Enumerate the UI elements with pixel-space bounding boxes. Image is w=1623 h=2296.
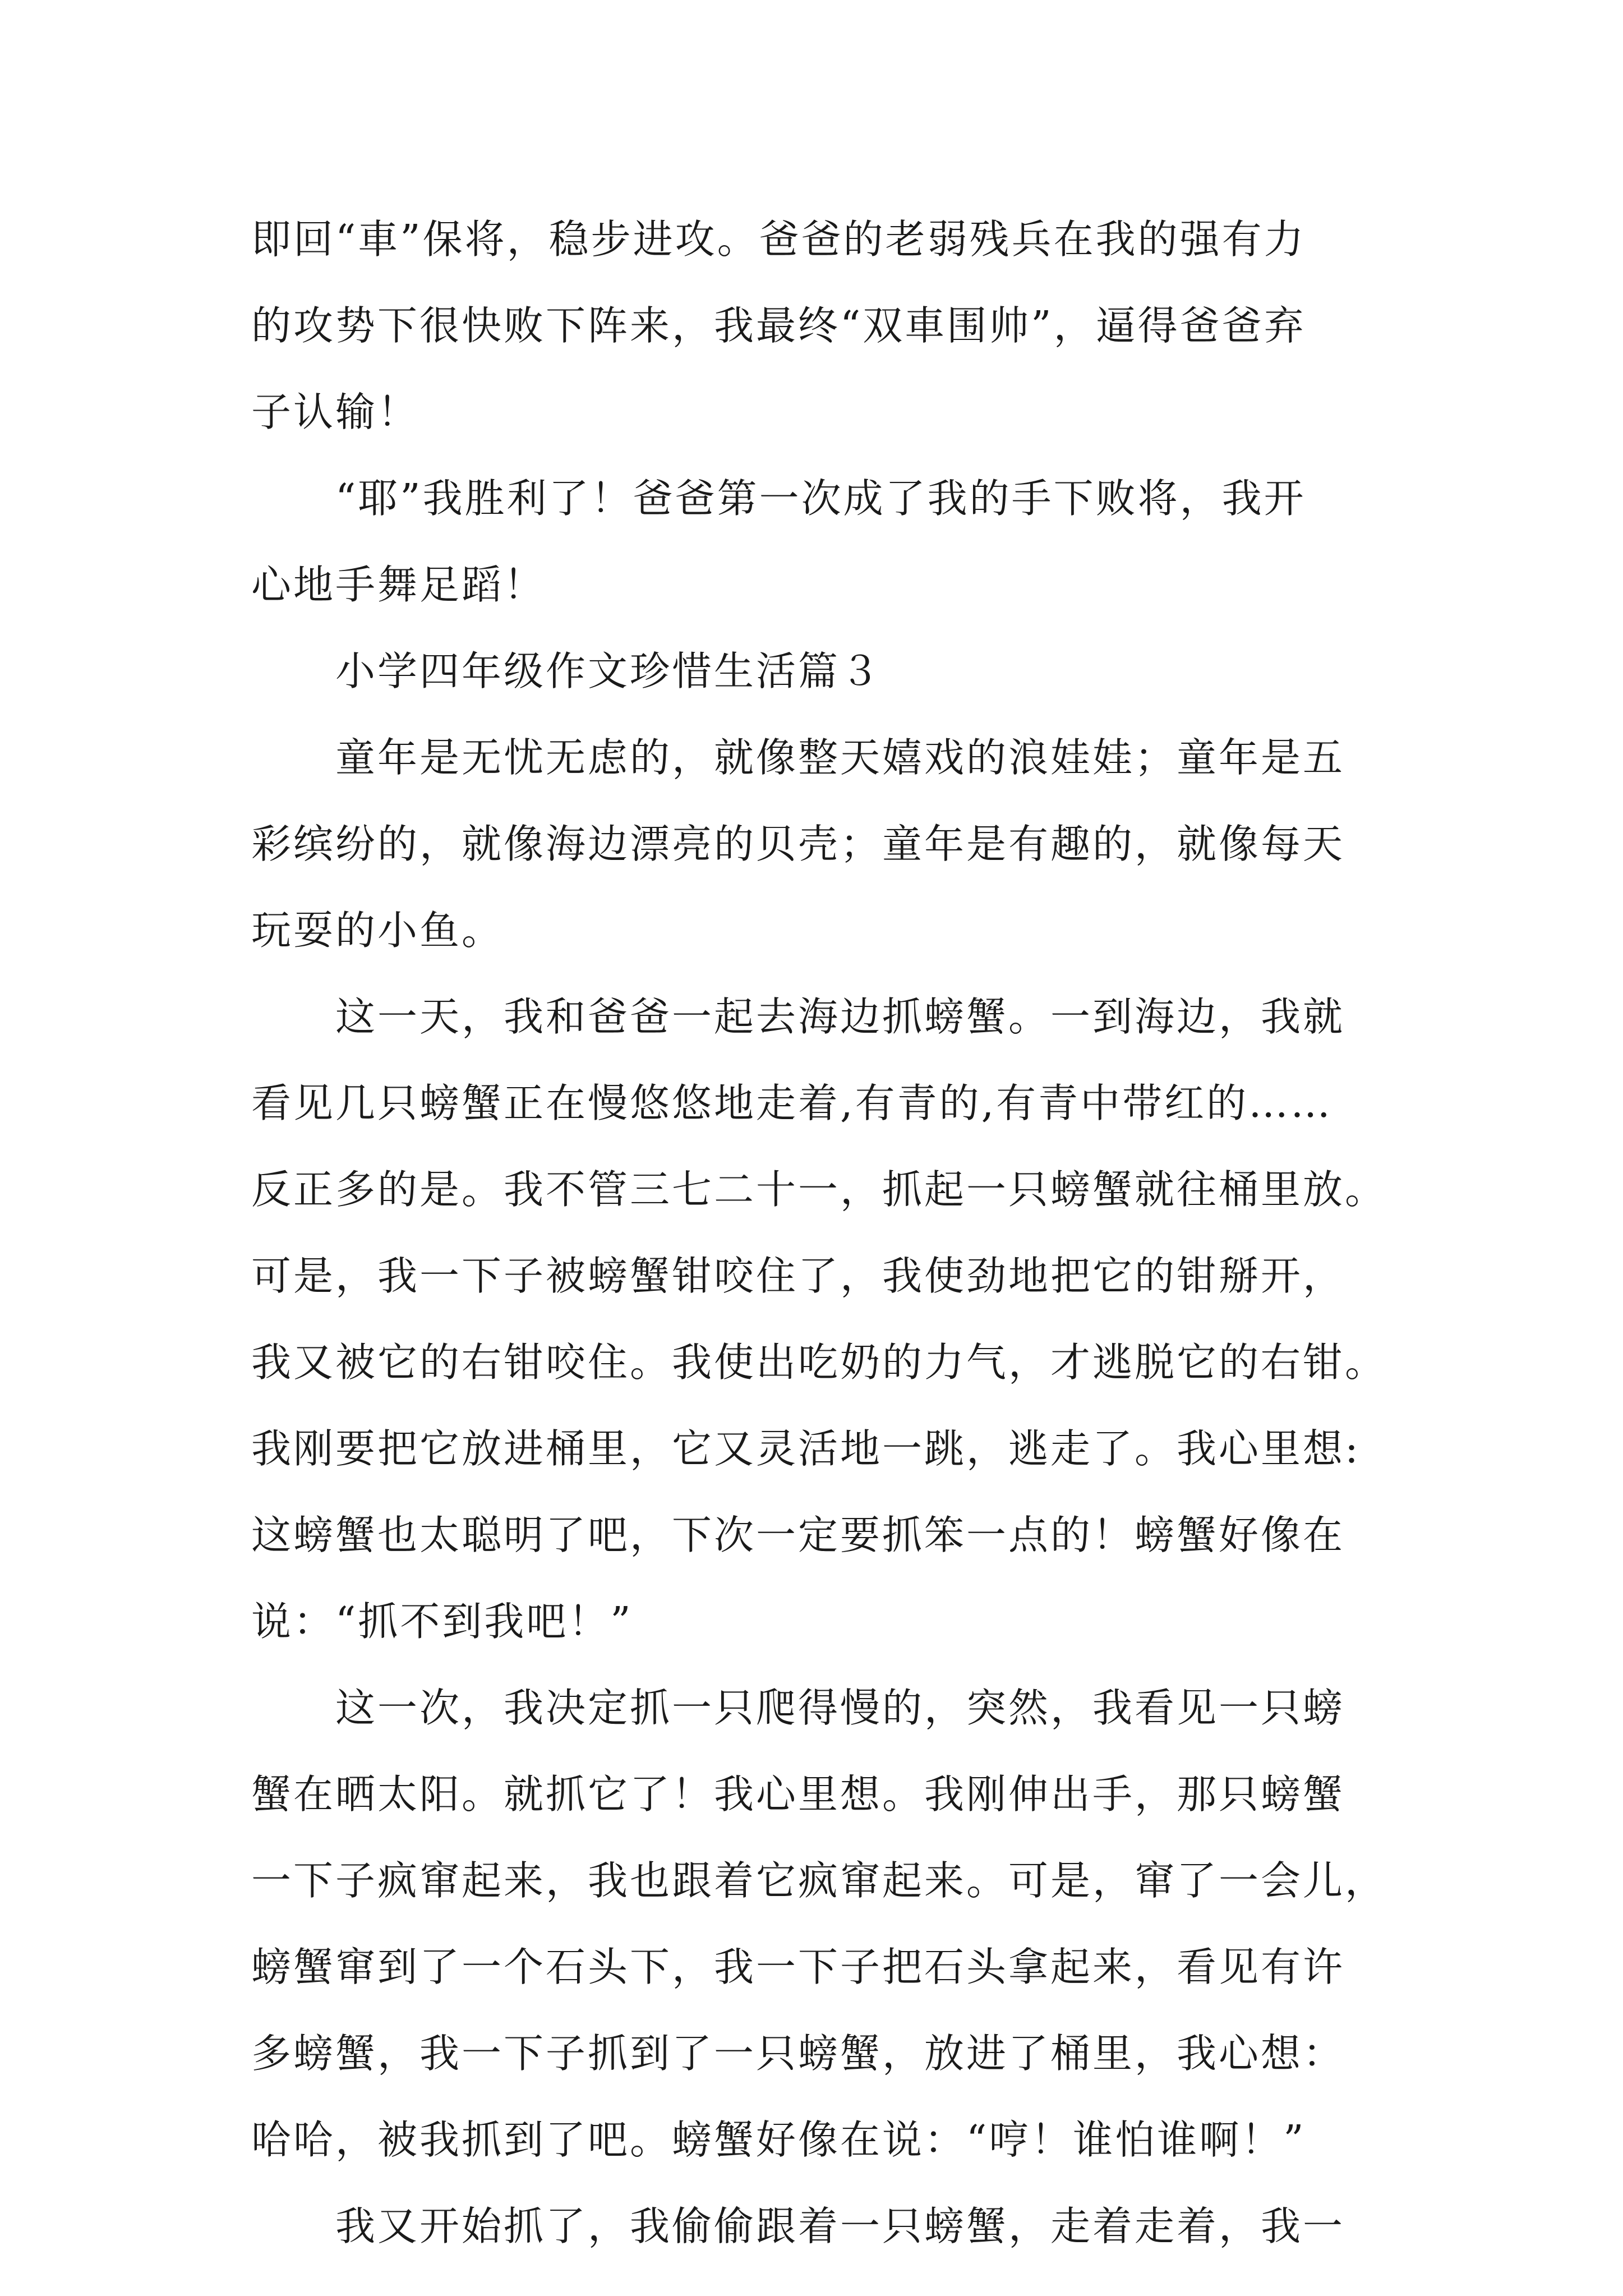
text-line: 哈哈，被我抓到了吧。螃蟹好像在说：“哼！谁怕谁啊！” xyxy=(251,2116,1306,2163)
text-line: 我刚要把它放进桶里，它又灵活地一跳，逃走了。我心里想: xyxy=(251,1425,1361,1472)
text-line: 子认输！ xyxy=(251,389,420,435)
section-heading: 小学四年级作文珍惜生活篇３ xyxy=(251,648,883,694)
text-line: 童年是无忧无虑的，就像整天嬉戏的浪娃娃；童年是五 xyxy=(251,734,1345,781)
text-line: 可是，我一下子被螃蟹钳咬住了，我使劲地把它的钳掰开， xyxy=(251,1253,1345,1299)
text-line: 说：“抓不到我吧！” xyxy=(251,1598,633,1645)
text-line: 的攻势下很快败下阵来，我最终“双車围帅”，逼得爸爸弃 xyxy=(251,302,1306,349)
text-line: 多螃蟹，我一下子抓到了一只螃蟹，放进了桶里，我心想： xyxy=(251,2030,1345,2077)
text-line: 我又开始抓了，我偷偷跟着一只螃蟹，走着走着，我一 xyxy=(251,2203,1345,2249)
essay-body xyxy=(251,196,1401,2270)
text-line: 蟹在晒太阳。就抓它了！我心里想。我刚伸出手，那只螃蟹 xyxy=(251,1771,1345,1818)
text-line: 这螃蟹也太聪明了吧，下次一定要抓笨一点的！螃蟹好像在 xyxy=(251,1512,1345,1558)
text-line: 心地手舞足蹈！ xyxy=(251,562,546,608)
text-line: 这一天，我和爸爸一起去海边抓螃蟹。一到海边，我就 xyxy=(251,993,1345,1040)
text-line: 彩缤纷的，就像海边漂亮的贝壳；童年是有趣的，就像每天 xyxy=(251,821,1345,867)
text-line: 反正多的是。我不管三七二十一，抓起一只螃蟹就往桶里放。 xyxy=(251,1166,1387,1213)
text-line: 我又被它的右钳咬住。我使出吃奶的力气，才逃脱它的右钳。 xyxy=(251,1339,1387,1386)
text-line: “耶”我胜利了！爸爸第一次成了我的手下败将，我开 xyxy=(251,475,1306,522)
text-line: 看见几只螃蟹正在慢悠悠地走着,有青的,有青中带红的…… xyxy=(251,1080,1333,1126)
text-line: 玩耍的小鱼。 xyxy=(251,907,504,954)
text-line: 一下子疯窜起来，我也跟着它疯窜起来。可是，窜了一会儿， xyxy=(251,1857,1387,1904)
text-line: 即回“車”保将，稳步进攻。爸爸的老弱残兵在我的强有力 xyxy=(251,216,1306,263)
text-line: 螃蟹窜到了一个石头下，我一下子把石头拿起来，看见有许 xyxy=(251,1944,1345,1990)
text-line: 这一次，我决定抓一只爬得慢的，突然，我看见一只螃 xyxy=(251,1685,1345,1731)
